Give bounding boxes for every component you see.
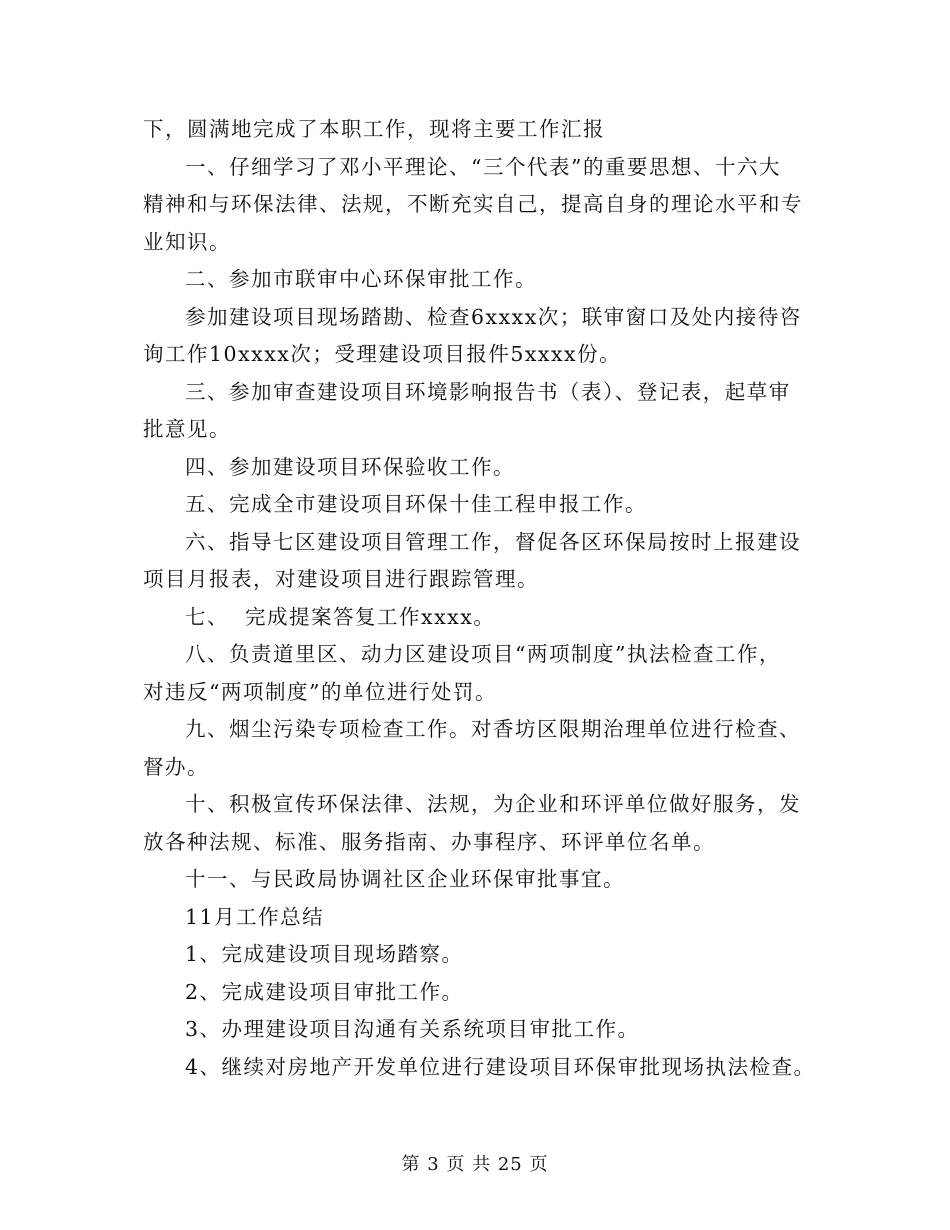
text-line: 三、参加审查建设项目环境影响报告书（表）、登记表，起草审 [185,379,791,404]
section-heading: 11月工作总结 [185,904,325,929]
text-line: 一、仔细学习了邓小平理论、“三个代表”的重要思想、十六大 [185,154,781,179]
document-body [143,111,816,1086]
text-line: 四、参加建设项目环保验收工作。 [185,454,515,479]
text-line: 二、参加市联审中心环保审批工作。 [185,267,537,291]
page-number-footer: 第 3 页 共 25 页 [401,1154,549,1175]
text-line: 十一、与民政局协调社区企业环保审批事宜。 [185,867,625,891]
text-line: 精神和与环保法律、法规，不断充实自己，提高自身的理论水平和专 [143,192,803,216]
text-line: 放各种法规、标准、服务指南、办事程序、环评单位名单。 [143,829,715,854]
text-line: 业知识。 [143,229,231,254]
text-line: 五、完成全市建设项目环保十佳工程申报工作。 [185,492,647,516]
text-line: 项目月报表，对建设项目进行跟踪管理。 [143,567,539,591]
text-line: 对违反“两项制度”的单位进行处罚。 [143,679,497,704]
text-line: 3、办理建设项目沟通有关系统项目审批工作。 [185,1017,640,1041]
text-line: 十、积极宣传环保法律、法规，为企业和环评单位做好服务，发 [185,792,801,816]
text-line: 参加建设项目现场踏勘、检查6xxxx次；联审窗口及处内接待咨 [185,304,802,329]
text-line: 1、完成建设项目现场踏察。 [185,942,464,966]
text-line: 批意见。 [143,417,231,441]
text-line: 询工作10xxxx次；受理建设项目报件5xxxx份。 [143,342,622,366]
text-line: 六、指导七区建设项目管理工作，督促各区环保局按时上报建设 [185,529,801,554]
text-line: 督办。 [143,754,209,779]
text-line: 八、负责道里区、动力区建设项目“两项制度”执法检查工作， [185,642,781,666]
text-line: 4、继续对房地产开发单位进行建设项目环保审批现场执法检查。 [185,1054,816,1079]
text-line: 2、完成建设项目审批工作。 [185,979,464,1004]
text-line: 下，圆满地完成了本职工作，现将主要工作汇报 [143,117,605,141]
text-line: 九、烟尘污染专项检查工作。对香坊区限期治理单位进行检查、 [185,717,801,741]
text-line: 七、 完成提案答复工作xxxx。 [185,604,496,629]
